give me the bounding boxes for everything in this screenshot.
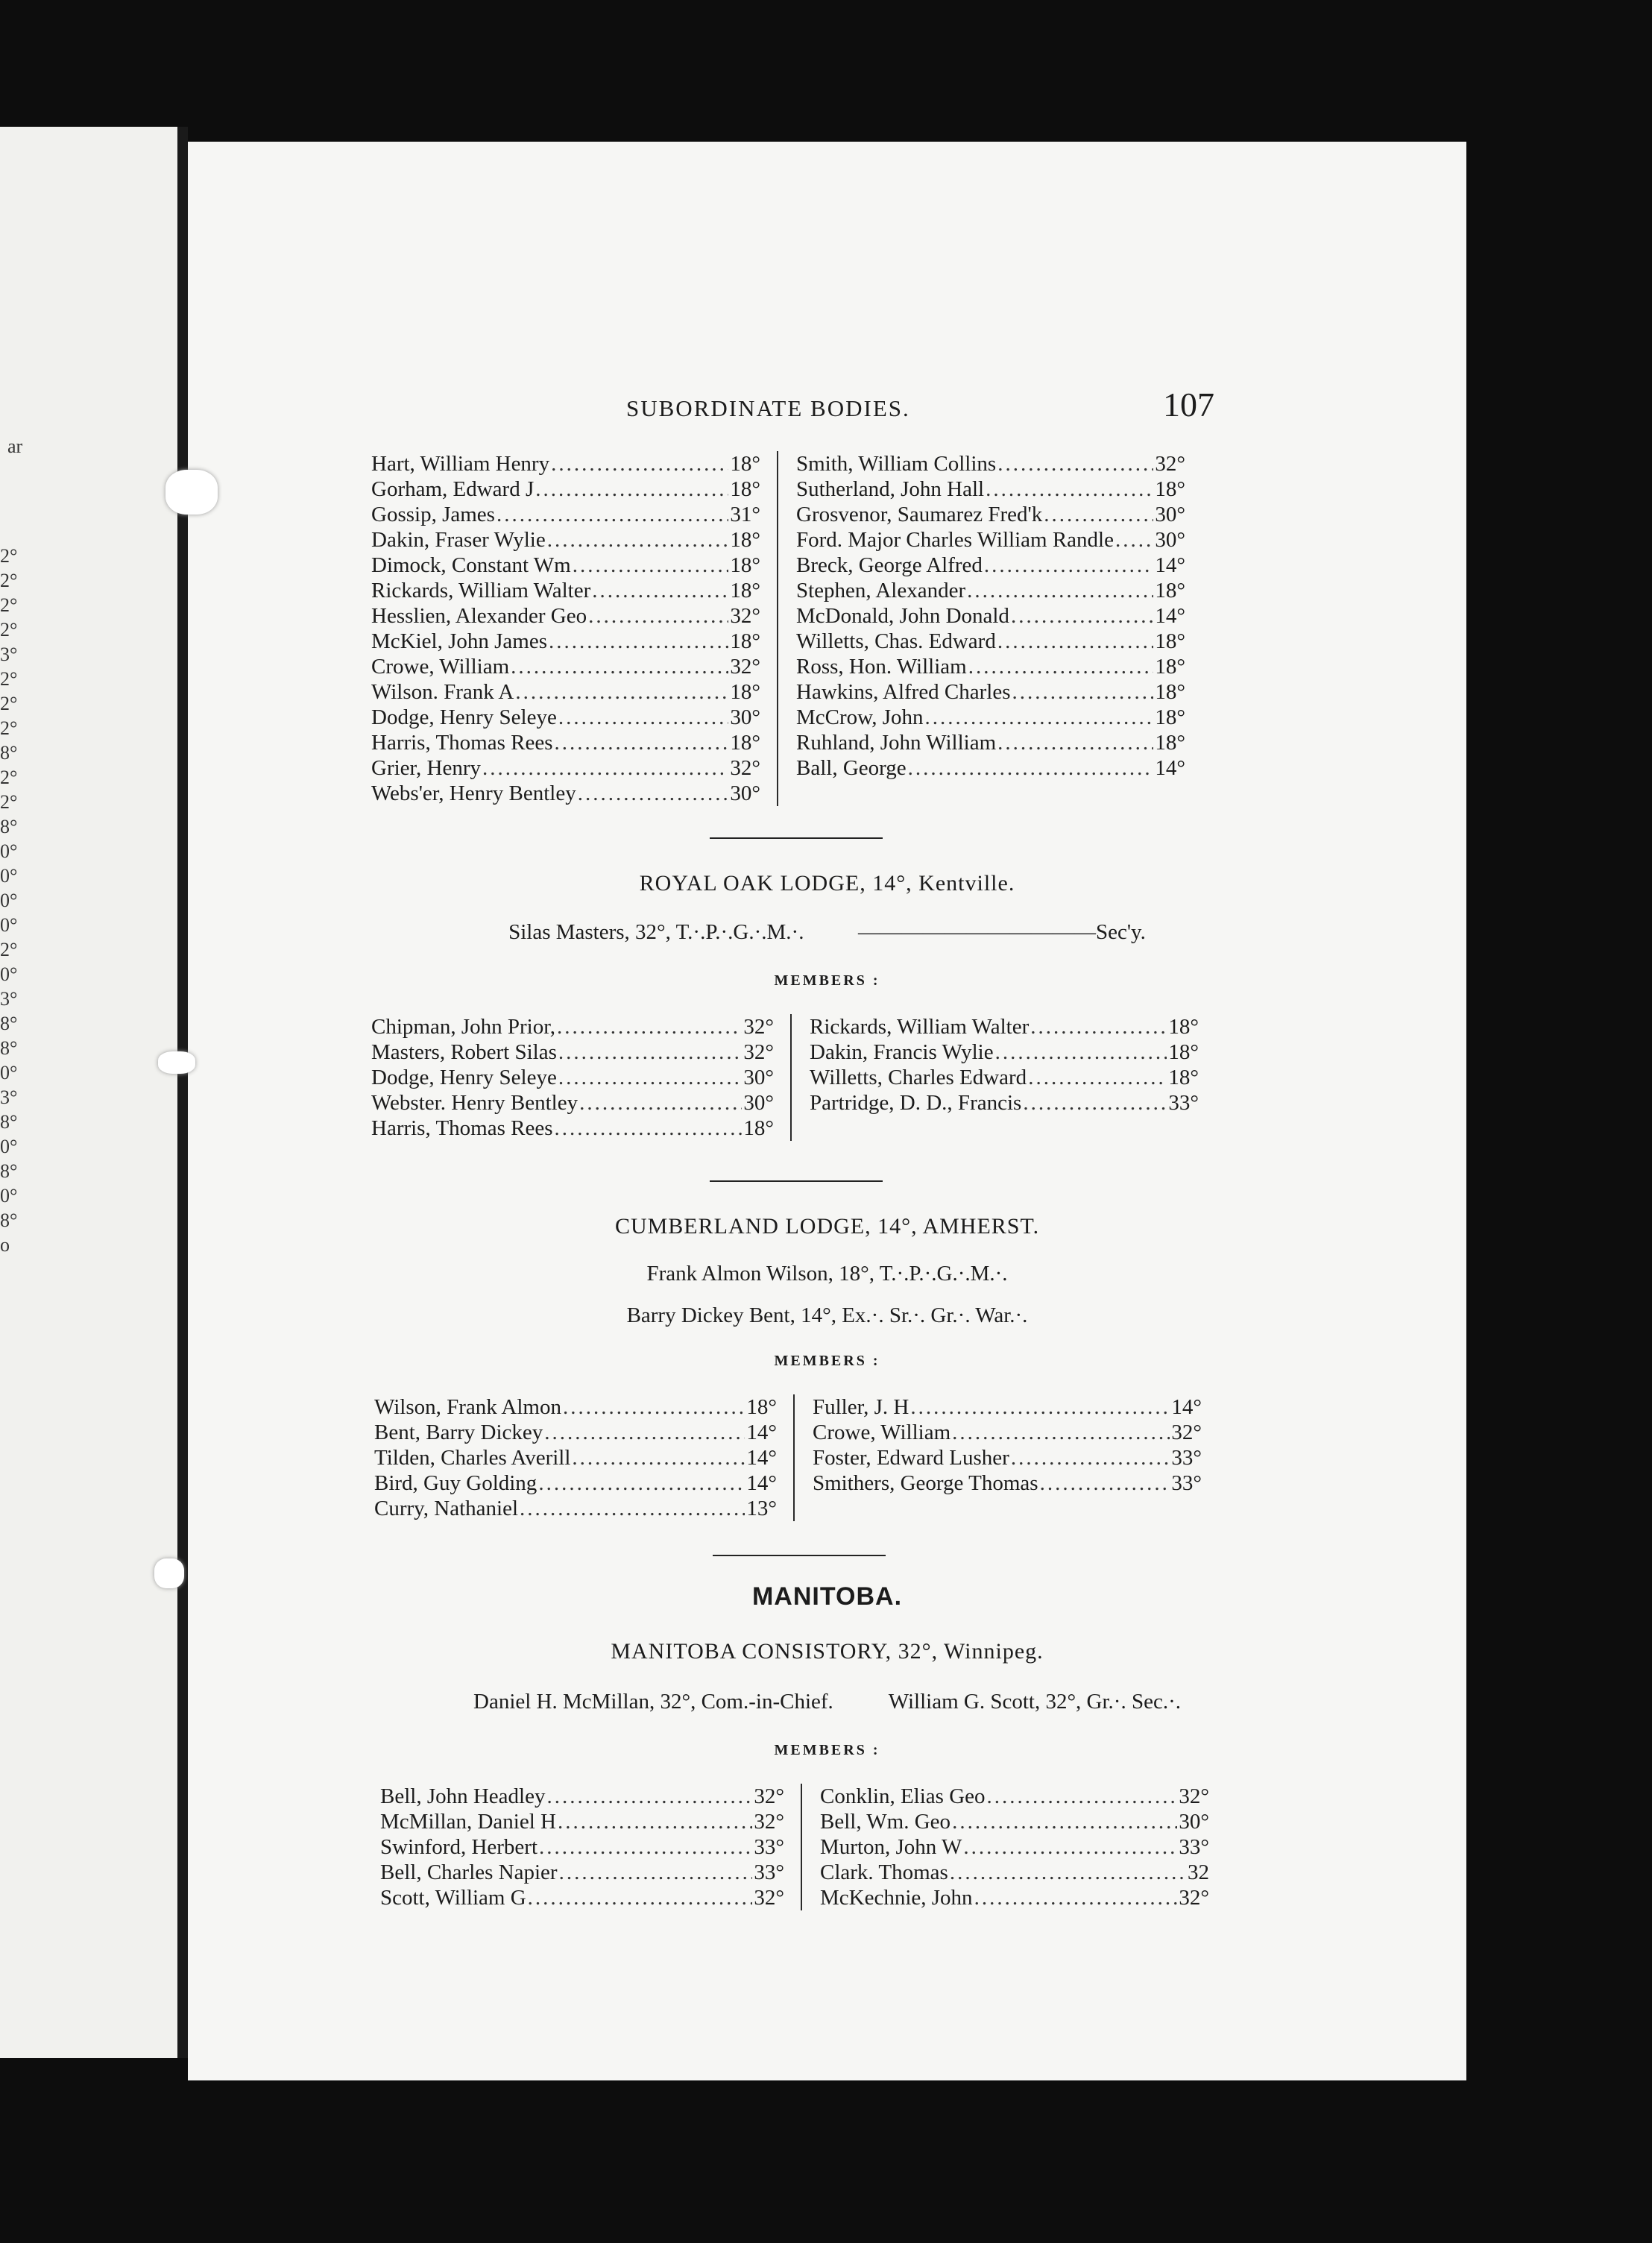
- member-entry: [813, 1445, 1202, 1470]
- member-entry: [820, 1885, 1209, 1910]
- member-entry: [371, 1065, 774, 1090]
- cumberland-officer: Frank Almon Wilson, 18°, T.·.P.·.G.·.M.·.: [646, 1262, 1008, 1286]
- member-degree: 18°: [1155, 655, 1185, 679]
- member-degree: 18°: [1155, 477, 1185, 501]
- member-degree: 30°: [730, 781, 760, 805]
- left-facing-page: [0, 127, 177, 2058]
- section-divider: [710, 837, 883, 839]
- member-entry: [796, 527, 1185, 553]
- facing-page-fragment: 2°: [0, 767, 18, 788]
- member-entry: [371, 629, 760, 654]
- member-name: Dodge, Henry Seleye: [371, 1066, 557, 1089]
- dot-leader: [592, 578, 728, 603]
- member-name: Wilson. Frank A: [371, 680, 514, 704]
- section-divider: [710, 1180, 883, 1182]
- dot-leader: [968, 654, 1154, 679]
- book-gutter: [177, 127, 188, 2058]
- list-column-right: [777, 451, 1185, 806]
- member-name: Sutherland, John Hall: [796, 477, 985, 501]
- dot-leader: [1023, 1090, 1167, 1116]
- commander-in-chief: Daniel H. McMillan, 32°, Com.-in-Chief.: [473, 1690, 833, 1714]
- member-name: Grier, Henry: [371, 756, 481, 780]
- member-name: Gossip, James: [371, 503, 495, 526]
- member-entry: [796, 476, 1185, 502]
- section-divider: [713, 1555, 886, 1556]
- member-entry: [380, 1885, 784, 1910]
- dot-leader: [1030, 1014, 1167, 1039]
- facing-page-fragment: 8°: [0, 1013, 18, 1034]
- member-entry: [813, 1420, 1202, 1445]
- member-degree: 18°: [743, 1116, 774, 1140]
- facing-page-fragment: ar: [7, 435, 23, 457]
- member-name: Hesslien, Alexander Geo: [371, 604, 587, 628]
- member-name: McDonald, John Donald: [796, 604, 1009, 628]
- dot-leader: [910, 1394, 1170, 1420]
- member-name: Webs'er, Henry Bentley: [371, 781, 576, 805]
- members-heading: MEMBERS :: [774, 972, 880, 989]
- member-name: Ford. Major Charles William Randle: [796, 528, 1114, 552]
- member-entry: [813, 1394, 1202, 1420]
- list-column-right: [801, 1784, 1209, 1910]
- member-name: Dodge, Henry Seleye: [371, 705, 557, 729]
- facing-page-fragment: 8°: [0, 1111, 18, 1133]
- member-entry: [810, 1039, 1199, 1065]
- facing-page-fragment: 2°: [0, 791, 18, 813]
- royal-oak-lodge-title: ROYAL OAK LODGE, 14°, Kentville.: [639, 871, 1015, 896]
- member-name: Hart, William Henry: [371, 452, 550, 476]
- facing-page-fragment: 3°: [0, 644, 18, 665]
- member-entry: [380, 1834, 784, 1860]
- member-degree: 18°: [730, 629, 760, 653]
- list-column-left: [371, 1014, 790, 1141]
- member-name: Rickards, William Walter: [810, 1015, 1030, 1039]
- dot-leader: [1040, 1470, 1170, 1496]
- dot-leader: [579, 1090, 742, 1116]
- facing-page-fragment: 8°: [0, 1160, 18, 1182]
- member-name: Murton, John W: [820, 1835, 962, 1859]
- facing-page-fragment: o: [0, 1234, 10, 1256]
- member-entry: [820, 1784, 1209, 1809]
- member-name: Scott, William G: [380, 1886, 526, 1910]
- list-column-right: [793, 1394, 1202, 1521]
- dot-leader: [557, 1014, 742, 1039]
- member-degree: 18°: [1168, 1040, 1199, 1064]
- member-entry: [371, 1039, 774, 1065]
- facing-page-fragment: 0°: [0, 914, 18, 936]
- member-entry: [820, 1860, 1209, 1885]
- member-name: Foster, Edward Lusher: [813, 1446, 1009, 1470]
- dot-leader: [908, 755, 1154, 781]
- page-blemish: [165, 470, 218, 515]
- member-name: Smithers, George Thomas: [813, 1471, 1038, 1495]
- member-name: Harris, Thomas Rees: [371, 1116, 553, 1140]
- member-degree: 13°: [746, 1497, 777, 1520]
- member-degree: 32°: [1179, 1784, 1209, 1808]
- member-degree: 18°: [746, 1395, 777, 1419]
- member-entry: [371, 603, 760, 629]
- member-entry: [810, 1090, 1199, 1116]
- member-entry: [380, 1809, 784, 1834]
- member-entry: [374, 1470, 777, 1496]
- facing-page-fragment: 2°: [0, 939, 18, 960]
- dot-leader: [535, 476, 728, 502]
- member-name: Bell, John Headley: [380, 1784, 546, 1808]
- facing-page-fragment: 0°: [0, 1136, 18, 1157]
- member-entry: [371, 1090, 774, 1116]
- facing-page-fragment: 0°: [0, 963, 18, 985]
- dot-leader: [1115, 527, 1153, 553]
- member-degree: 18°: [730, 477, 760, 501]
- dot-leader: [572, 1445, 745, 1470]
- dot-leader: [547, 527, 729, 553]
- page-blemish: [158, 1051, 195, 1074]
- member-entry: [371, 679, 760, 705]
- member-degree: 30°: [1155, 528, 1185, 552]
- dot-leader: [563, 1394, 745, 1420]
- page-blemish: [154, 1558, 184, 1588]
- facing-page-fragment: 0°: [0, 1062, 18, 1083]
- member-degree: 18°: [730, 528, 760, 552]
- member-entry: [796, 578, 1185, 603]
- member-entry: [380, 1784, 784, 1809]
- dot-leader: [555, 1116, 743, 1141]
- facing-page-fragment: 2°: [0, 693, 18, 714]
- facing-page-fragment: 8°: [0, 742, 18, 764]
- member-name: Chipman, John Prior,: [371, 1015, 555, 1039]
- member-degree: 14°: [746, 1446, 777, 1470]
- book-page: [188, 142, 1466, 2080]
- dot-leader: [482, 755, 728, 781]
- member-name: Tilden, Charles Averill: [374, 1446, 571, 1470]
- member-name: Ross, Hon. William: [796, 655, 967, 679]
- member-entry: [374, 1420, 777, 1445]
- list-column-left: [380, 1784, 801, 1910]
- member-entry: [371, 654, 760, 679]
- province-heading: MANITOBA.: [751, 1582, 903, 1611]
- member-entry: [796, 451, 1185, 476]
- member-entry: [796, 603, 1185, 629]
- member-entry: [374, 1496, 777, 1521]
- dot-leader: [952, 1420, 1170, 1445]
- member-name: Harris, Thomas Rees: [371, 731, 553, 755]
- dot-leader: [528, 1885, 753, 1910]
- dot-leader: [538, 1470, 745, 1496]
- list-column-left: [371, 451, 777, 806]
- list-column-left: [374, 1394, 793, 1521]
- dot-leader: [515, 679, 728, 705]
- member-degree: 33°: [1179, 1835, 1209, 1859]
- dot-leader: [967, 578, 1153, 603]
- royal-oak-officers: Silas Masters, 32°, T.·.P.·.G.·.M.·. ———————————Sec'y.: [508, 920, 1146, 944]
- member-entry: [374, 1394, 777, 1420]
- manitoba-officers: [188, 1690, 1466, 1714]
- facing-page-fragment: 8°: [0, 1209, 18, 1231]
- dot-leader: [496, 502, 728, 527]
- member-name: McKechnie, John: [820, 1886, 973, 1910]
- dot-leader: [520, 1496, 745, 1521]
- member-entry: [796, 502, 1185, 527]
- dot-leader: [1011, 603, 1153, 629]
- member-degree: 32°: [754, 1886, 784, 1910]
- member-name: McCrow, John: [796, 705, 924, 729]
- member-name: Curry, Nathaniel: [374, 1497, 519, 1520]
- continued-member-list: [371, 451, 1185, 806]
- facing-page-fragment: 2°: [0, 717, 18, 739]
- member-degree: 18°: [730, 731, 760, 755]
- page-number: 107: [1163, 386, 1214, 424]
- dot-leader: [559, 1860, 753, 1885]
- member-degree: 33°: [754, 1860, 784, 1884]
- member-name: Rickards, William Walter: [371, 579, 591, 603]
- member-entry: [371, 755, 760, 781]
- member-name: McMillan, Daniel H: [380, 1810, 556, 1834]
- dot-leader: [1012, 679, 1154, 705]
- member-name: Webster. Henry Bentley: [371, 1091, 578, 1115]
- member-degree: 18°: [1168, 1066, 1199, 1089]
- member-name: Stephen, Alexander: [796, 579, 966, 603]
- facing-page-fragment: 0°: [0, 890, 18, 911]
- member-name: Bell, Charles Napier: [380, 1860, 558, 1884]
- member-degree: 32°: [730, 604, 760, 628]
- member-degree: 14°: [1155, 604, 1185, 628]
- dot-leader: [963, 1834, 1177, 1860]
- member-entry: [820, 1834, 1209, 1860]
- member-entry: [796, 755, 1185, 781]
- facing-page-fragment: 2°: [0, 619, 18, 641]
- dot-leader: [997, 629, 1154, 654]
- member-name: Breck, George Alfred: [796, 553, 983, 577]
- member-degree: 33°: [1168, 1091, 1199, 1115]
- member-degree: 14°: [746, 1421, 777, 1444]
- member-entry: [796, 553, 1185, 578]
- member-degree: 18°: [1155, 731, 1185, 755]
- dot-leader: [558, 705, 729, 730]
- dot-leader: [974, 1885, 1178, 1910]
- member-name: Bent, Barry Dickey: [374, 1421, 543, 1444]
- member-entry: [813, 1470, 1202, 1496]
- dot-leader: [1028, 1065, 1167, 1090]
- member-degree: 18°: [1155, 680, 1185, 704]
- facing-page-fragment: 2°: [0, 545, 18, 567]
- member-entry: [810, 1065, 1199, 1090]
- member-degree: 33°: [1171, 1471, 1202, 1495]
- member-degree: 14°: [746, 1471, 777, 1495]
- dot-leader: [986, 476, 1153, 502]
- member-name: Crowe, William: [371, 655, 510, 679]
- member-degree: 32°: [754, 1784, 784, 1808]
- running-title: SUBORDINATE BODIES.: [626, 395, 910, 421]
- member-entry: [371, 553, 760, 578]
- dot-leader: [987, 1784, 1178, 1809]
- member-name: Clark. Thomas: [820, 1860, 948, 1884]
- member-entry: [796, 705, 1185, 730]
- member-name: Dakin, Fraser Wylie: [371, 528, 546, 552]
- facing-page-fragment: 3°: [0, 1086, 18, 1108]
- member-name: Partridge, D. D., Francis: [810, 1091, 1022, 1115]
- dot-leader: [997, 730, 1153, 755]
- member-name: Gorham, Edward J: [371, 477, 535, 501]
- dot-leader: [997, 451, 1153, 476]
- member-degree: 32°: [1155, 452, 1185, 476]
- facing-page-fragment: 2°: [0, 570, 18, 591]
- member-entry: [374, 1445, 777, 1470]
- dot-leader: [558, 1039, 742, 1065]
- member-degree: 32°: [754, 1810, 784, 1834]
- dot-leader: [1011, 1445, 1170, 1470]
- member-name: Dimock, Constant Wm: [371, 553, 571, 577]
- member-degree: 32°: [1171, 1421, 1202, 1444]
- facing-page-fragment: 0°: [0, 865, 18, 887]
- member-entry: [810, 1014, 1199, 1039]
- member-degree: 18°: [1155, 579, 1185, 603]
- dot-leader: [1044, 502, 1153, 527]
- dot-leader: [539, 1834, 752, 1860]
- member-name: Ball, George: [796, 756, 907, 780]
- member-degree: 32: [1188, 1860, 1209, 1884]
- dot-leader: [995, 1039, 1167, 1065]
- member-name: Grosvenor, Saumarez Fred'k: [796, 503, 1043, 526]
- member-degree: 30°: [730, 705, 760, 729]
- dot-leader: [511, 654, 728, 679]
- royal-oak-members: [371, 1014, 1199, 1141]
- member-degree: 32°: [730, 655, 760, 679]
- member-name: Masters, Robert Silas: [371, 1040, 557, 1064]
- member-degree: 18°: [730, 553, 760, 577]
- dot-leader: [549, 629, 728, 654]
- dot-leader: [555, 730, 729, 755]
- dot-leader: [544, 1420, 745, 1445]
- member-name: Smith, William Collins: [796, 452, 997, 476]
- member-degree: 32°: [743, 1015, 774, 1039]
- member-entry: [371, 527, 760, 553]
- member-name: Fuller, J. H: [813, 1395, 909, 1419]
- member-entry: [371, 1014, 774, 1039]
- member-entry: [796, 654, 1185, 679]
- facing-page-fragment: 0°: [0, 840, 18, 862]
- member-entry: [371, 1116, 774, 1141]
- member-name: Bell, Wm. Geo: [820, 1810, 951, 1834]
- member-name: Hawkins, Alfred Charles: [796, 680, 1011, 704]
- dot-leader: [588, 603, 728, 629]
- page-header: [188, 388, 1466, 432]
- member-degree: 30°: [1179, 1810, 1209, 1834]
- dot-leader: [984, 553, 1153, 578]
- member-name: Crowe, William: [813, 1421, 951, 1444]
- facing-page-fragment: 8°: [0, 816, 18, 837]
- member-degree: 14°: [1155, 553, 1185, 577]
- member-degree: 32°: [743, 1040, 774, 1064]
- member-degree: 32°: [730, 756, 760, 780]
- member-entry: [371, 502, 760, 527]
- member-name: Wilson, Frank Almon: [374, 1395, 561, 1419]
- member-degree: 33°: [1171, 1446, 1202, 1470]
- member-degree: 18°: [730, 579, 760, 603]
- member-entry: [371, 781, 760, 806]
- cumberland-members: [374, 1394, 1202, 1521]
- dot-leader: [578, 781, 729, 806]
- member-name: Bird, Guy Golding: [374, 1471, 537, 1495]
- member-name: Conklin, Elias Geo: [820, 1784, 986, 1808]
- members-heading: MEMBERS :: [774, 1742, 880, 1758]
- member-name: Willetts, Charles Edward: [810, 1066, 1027, 1089]
- member-degree: 14°: [1155, 756, 1185, 780]
- member-degree: 18°: [730, 452, 760, 476]
- member-entry: [820, 1809, 1209, 1834]
- member-entry: [380, 1860, 784, 1885]
- member-degree: 30°: [743, 1091, 774, 1115]
- manitoba-members: [380, 1784, 1209, 1910]
- member-degree: 18°: [1155, 705, 1185, 729]
- facing-page-fragment: 0°: [0, 1185, 18, 1207]
- dot-leader: [950, 1860, 1186, 1885]
- cumberland-officer: Barry Dickey Bent, 14°, Ex.·. Sr.·. Gr.·. War.·.: [626, 1303, 1028, 1327]
- member-entry: [796, 679, 1185, 705]
- member-degree: 18°: [1155, 629, 1185, 653]
- dot-leader: [573, 553, 729, 578]
- member-degree: 32°: [1179, 1886, 1209, 1910]
- member-name: Dakin, Francis Wylie: [810, 1040, 994, 1064]
- member-entry: [371, 451, 760, 476]
- facing-page-fragment: 8°: [0, 1037, 18, 1059]
- facing-page-fragment: 2°: [0, 668, 18, 690]
- member-name: Ruhland, John William: [796, 731, 997, 755]
- member-name: McKiel, John James: [371, 629, 547, 653]
- dot-leader: [558, 1809, 752, 1834]
- dot-leader: [925, 705, 1154, 730]
- member-degree: 33°: [754, 1835, 784, 1859]
- facing-page-fragment: 2°: [0, 594, 18, 616]
- member-degree: 31°: [730, 503, 760, 526]
- members-heading: MEMBERS :: [774, 1353, 880, 1369]
- cumberland-lodge-title: CUMBERLAND LODGE, 14°, AMHERST.: [614, 1214, 1040, 1239]
- member-entry: [371, 730, 760, 755]
- dot-leader: [551, 451, 728, 476]
- dot-leader: [558, 1065, 743, 1090]
- member-degree: 30°: [743, 1066, 774, 1089]
- member-degree: 14°: [1171, 1395, 1202, 1419]
- member-entry: [796, 730, 1185, 755]
- member-degree: 18°: [1168, 1015, 1199, 1039]
- grand-secretary: William G. Scott, 32°, Gr.·. Sec.·.: [888, 1690, 1181, 1714]
- member-entry: [796, 629, 1185, 654]
- member-entry: [371, 705, 760, 730]
- member-name: Willetts, Chas. Edward: [796, 629, 996, 653]
- member-degree: 18°: [730, 680, 760, 704]
- manitoba-consistory-title: MANITOBA CONSISTORY, 32°, Winnipeg.: [611, 1639, 1044, 1664]
- list-column-right: [790, 1014, 1199, 1141]
- facing-page-fragment: 3°: [0, 988, 18, 1010]
- member-entry: [371, 476, 760, 502]
- dot-leader: [546, 1784, 752, 1809]
- member-name: Swinford, Herbert: [380, 1835, 538, 1859]
- member-degree: 30°: [1155, 503, 1185, 526]
- member-entry: [371, 578, 760, 603]
- dot-leader: [952, 1809, 1177, 1834]
